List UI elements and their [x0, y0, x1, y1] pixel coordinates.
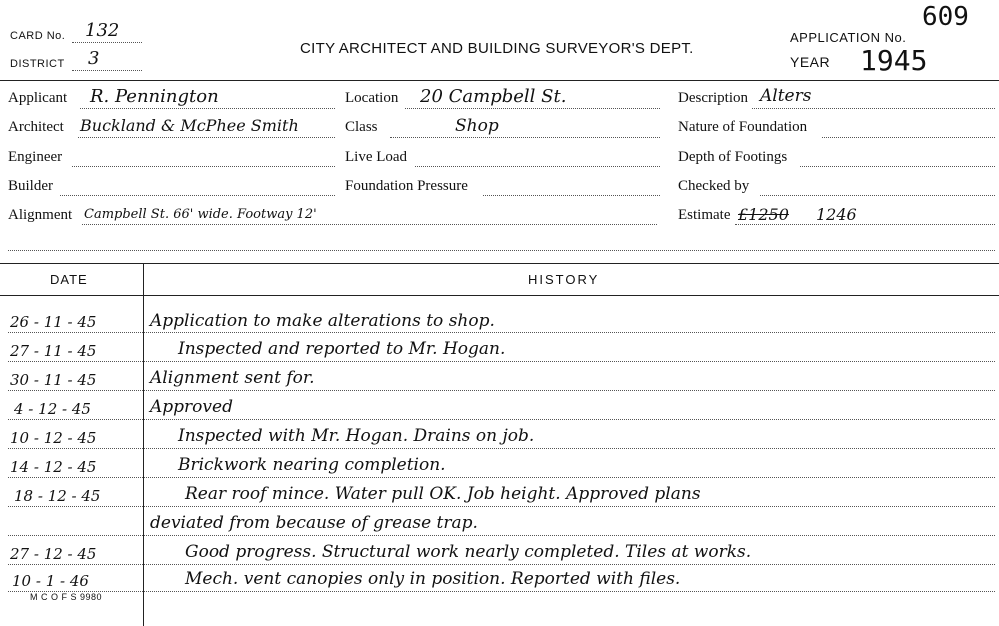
history-column-header: HISTORY: [528, 272, 600, 287]
class-value: Shop: [455, 116, 499, 136]
estimate-value: 1246: [816, 205, 857, 224]
history-entry: Mech. vent canopies only in position. Reported with files.: [185, 569, 681, 589]
history-entry: Brickwork nearing completion.: [178, 455, 446, 475]
nature-of-foundation-label: Nature of Foundation: [678, 119, 808, 135]
builder-label: Builder: [8, 178, 53, 194]
application-label: APPLICATION No.: [790, 30, 907, 45]
class-label: Class: [345, 119, 378, 135]
history-entry: Inspected with Mr. Hogan. Drains on job.: [178, 426, 535, 446]
history-date: 10 - 1 - 46: [12, 572, 89, 590]
engineer-label: Engineer: [8, 149, 63, 165]
history-date: 4 - 12 - 45: [14, 400, 91, 418]
history-entry: Alignment sent for.: [150, 368, 315, 388]
alignment-label: Alignment: [8, 207, 73, 223]
depth-of-footings-label: Depth of Footings: [678, 149, 788, 165]
history-entry: Inspected and reported to Mr. Hogan.: [178, 339, 506, 359]
history-date: 26 - 11 - 45: [10, 313, 97, 331]
application-number: 609: [922, 2, 969, 32]
location-value: 20 Campbell St.: [420, 86, 567, 107]
history-entry: Approved: [150, 397, 233, 417]
date-column-header: DATE: [50, 272, 88, 287]
history-date: 10 - 12 - 45: [10, 429, 97, 447]
card-value: 132: [85, 20, 120, 41]
history-entry: Good progress. Structural work nearly completed. Tiles at works.: [185, 542, 752, 562]
history-entry: deviated from because of grease trap.: [150, 513, 478, 533]
description-label: Description: [678, 90, 748, 106]
history-date: 30 - 11 - 45: [10, 371, 97, 389]
applicant-label: Applicant: [8, 90, 68, 106]
checked-by-label: Checked by: [678, 178, 750, 194]
history-date: 27 - 12 - 45: [10, 545, 97, 563]
architect-label: Architect: [8, 119, 64, 135]
history-entry: Rear roof mince. Water pull OK. Job height. Approved plans: [185, 484, 701, 504]
form-code: M C O F S 9980: [30, 592, 103, 602]
description-value: Alters: [760, 86, 812, 106]
alignment-value: Campbell St. 66' wide. Footway 12': [84, 207, 317, 222]
year-label: YEAR: [790, 54, 831, 70]
history-date: 27 - 11 - 45: [10, 342, 97, 360]
estimate-struck-value: £1250: [738, 205, 789, 224]
live-load-label: Live Load: [345, 149, 408, 165]
history-date: 18 - 12 - 45: [14, 487, 101, 505]
foundation-pressure-label: Foundation Pressure: [345, 178, 468, 194]
district-label: DISTRICT: [10, 58, 65, 70]
applicant-value: R. Pennington: [90, 86, 219, 107]
history-date: 14 - 12 - 45: [10, 458, 97, 476]
location-label: Location: [345, 90, 399, 106]
card-label: CARD No.: [10, 30, 66, 42]
history-entry: Application to make alterations to shop.: [150, 311, 495, 331]
year-value: 1945: [860, 44, 928, 77]
architect-value: Buckland & McPhee Smith: [80, 116, 299, 135]
district-value: 3: [88, 48, 100, 69]
department-title: CITY ARCHITECT AND BUILDING SURVEYOR'S DEPT.: [300, 40, 694, 57]
estimate-label: Estimate: [678, 207, 731, 223]
